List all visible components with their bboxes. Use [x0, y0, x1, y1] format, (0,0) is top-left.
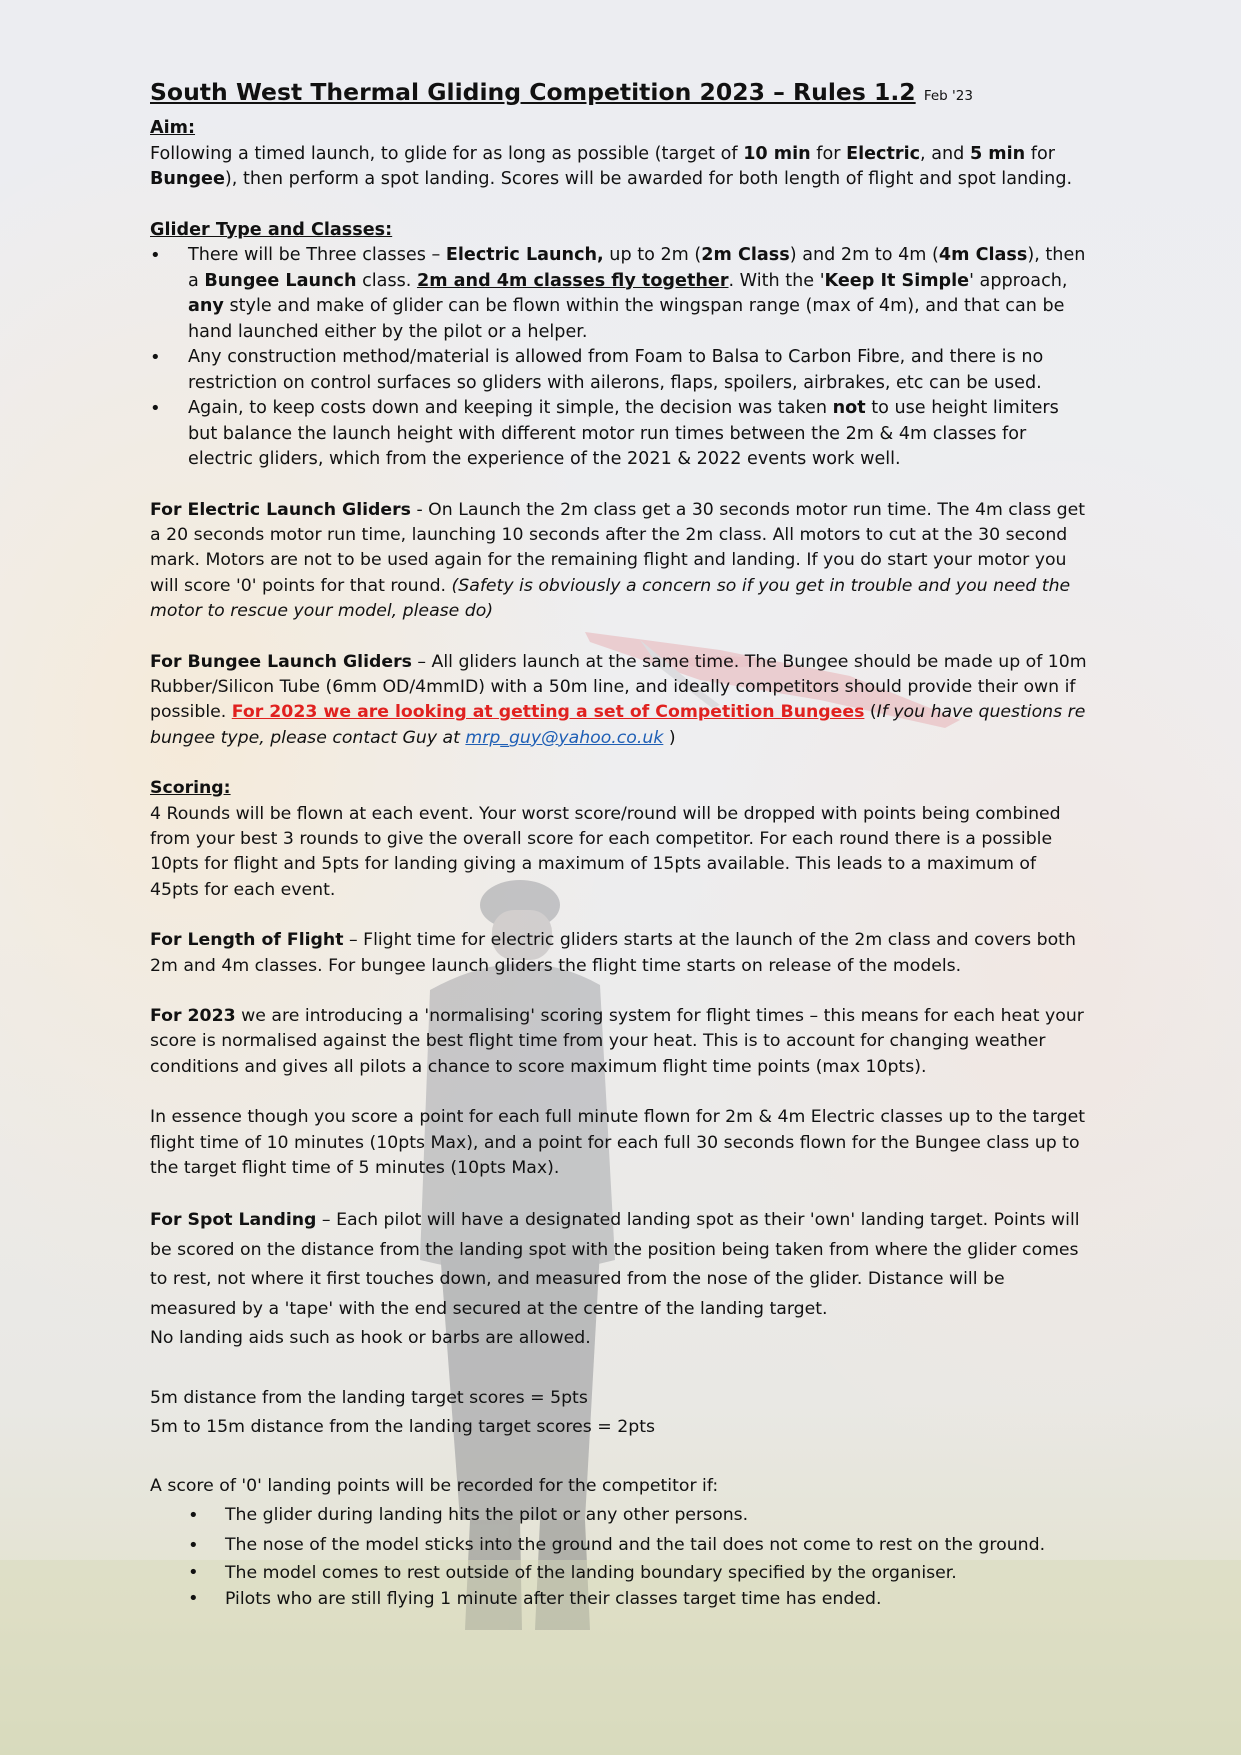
zero-points-list — [188, 1501, 1090, 1612]
aim-heading: Aim: — [150, 118, 196, 138]
list-item: • There will be Three classes – Electric Launch, up to 2m (2m Class) and 2m to 4m (4m Class), then a Bungee Launch class. 2m and 4m classes fly together. With the 'Keep It Simple' approach, any style and make of glider can be flown within the wingspan range (max of 4m), and that can be hand launched either by the pilot or a helper. — [150, 243, 1090, 345]
scoring-text: 4 Rounds will be flown at each event. Your worst score/round will be dropped with points being combined from your best 3 rounds to give the overall score for each competitor. For each round there is a possible 10pts for flight and 5pts for landing giving a maximum of 15pts available. This leads to a maximum of 45pts for each event. — [150, 803, 1061, 900]
score-5pts-text: 5m distance from the landing target scores = 5pts — [150, 1387, 588, 1408]
title-date: Feb '23 — [923, 88, 973, 104]
list-item: • The glider during landing hits the pilot or any other persons. — [188, 1501, 1090, 1531]
competition-bungees-notice: For 2023 we are looking at getting a set of Competition Bungees — [231, 702, 865, 723]
rules-document — [150, 76, 1090, 1612]
document-title — [150, 76, 1090, 112]
zero-points-intro: A score of '0' landing points will be recorded for the competitor if: — [150, 1475, 719, 1496]
aim-text: Following a timed launch, to glide for as long as possible (target of 10 min for Electric, and 5 min for Bungee), then perform a spot landing. Scores will be awarded for both length of flight and spot landing. — [150, 143, 1073, 189]
title-text: South West Thermal Gliding Competition 2023 – Rules 1.2 — [150, 78, 916, 106]
normalising-paragraph: For 2023 we are introducing a 'normalising' scoring system for flight times – this means for each heat your score is normalised against the best flight time from your heat. This is to account for changing weather conditions and gives all pilots a chance to score maximum flight time points (max 10pts). — [150, 1006, 1084, 1077]
list-item: • The model comes to rest outside of the landing boundary specified by the organiser. — [188, 1560, 1090, 1586]
glider-classes-heading: Glider Type and Classes: — [150, 219, 393, 240]
scoring-heading: Scoring: — [150, 778, 231, 799]
spot-landing-section — [150, 1206, 1090, 1612]
essence-paragraph: In essence though you score a point for each full minute flown for 2m & 4m Electric classes up to the target flight time of 10 minutes (10pts Max), and a point for each full 30 seconds flown for the Bungee class up to the target flight time of 5 minutes (10pts Max). — [150, 1107, 1086, 1179]
list-item: • Pilots who are still flying 1 minute after their classes target time has ended. — [188, 1586, 1090, 1612]
list-item: • Any construction method/material is allowed from Foam to Balsa to Carbon Fibre, and there is no restriction on control surfaces so gliders with ailerons, flaps, spoilers, airbrakes, etc can be used. — [150, 345, 1090, 396]
list-item: • The nose of the model sticks into the ground and the tail does not come to rest on the ground. — [188, 1531, 1090, 1561]
glider-classes-section — [150, 218, 1090, 473]
glider-classes-list — [150, 243, 1090, 473]
scoring-section — [150, 776, 1090, 903]
list-item: • Again, to keep costs down and keeping it simple, the decision was taken not to use height limiters but balance the launch height with different motor run times between the 2m & 4m classes for electric gliders, which from the experience of the 2021 & 2022 events work well. — [150, 396, 1090, 473]
landing-aids-text: No landing aids such as hook or barbs are allowed. — [150, 1328, 591, 1349]
aim-section — [150, 116, 1090, 193]
electric-launch-paragraph: For Electric Launch Gliders - On Launch the 2m class get a 30 seconds motor run time. The 4m class get a 20 seconds motor run time, launching 10 seconds after the 2m class. All motors to cut at the 30 second mark. Motors are not to be used again for the remaining flight and landing. If you do start your motor you will score '0' points for that round. (Safety is obviously a concern so if you get in trouble and you need the motor to rescue your model, please do) — [150, 499, 1086, 622]
bungee-launch-paragraph: For Bungee Launch Gliders – All gliders launch at the same time. The Bungee should be made up of 10m Rubber/Silicon Tube (6mm OD/4mmID) with a 50m line, and ideally competitors should provide their own if possible. For 2023 we are looking at getting a set of Competition Bungees (If you have questions re bungee type, please contact Guy at mrp_guy@yahoo.co.uk ) — [150, 651, 1087, 748]
length-of-flight-paragraph: For Length of Flight – Flight time for electric gliders starts at the launch of the 2m class and covers both 2m and 4m classes. For bungee launch gliders the flight time starts on release of the models. — [150, 930, 1076, 976]
spot-landing-paragraph: For Spot Landing – Each pilot will have a designated landing spot as their 'own' landing target. Points will be scored on the distance from the landing spot with the position being taken from where the glider comes to rest, not where it first touches down, and measured from the nose of the glider. Distance will be measured by a 'tape' with the end secured at the centre of the landing target. — [150, 1210, 1080, 1319]
score-2pts-text: 5m to 15m distance from the landing target scores = 2pts — [150, 1417, 655, 1438]
contact-email-link[interactable]: mrp_guy@yahoo.co.uk — [465, 727, 664, 748]
